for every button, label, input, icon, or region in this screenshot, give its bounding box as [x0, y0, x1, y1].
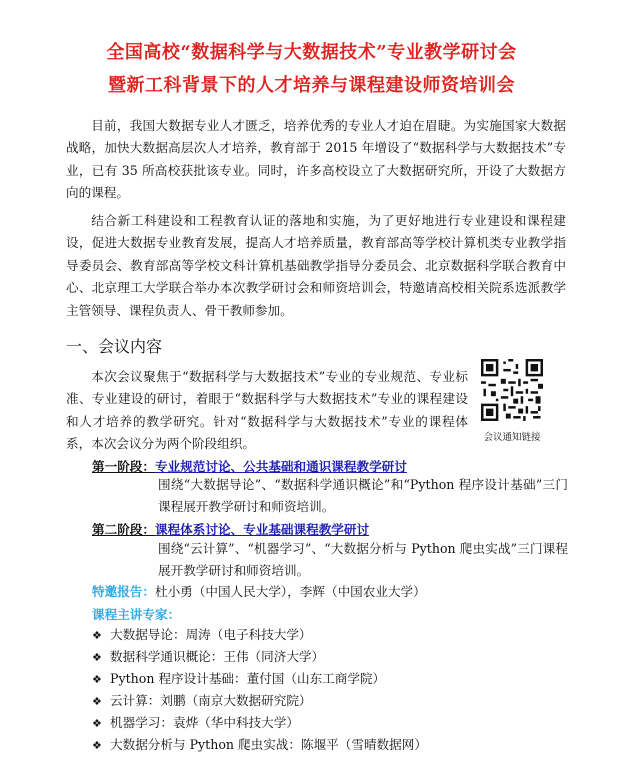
list-item: [92, 734, 427, 756]
phase-2-title: 课程体系讨论、专业基础课程教学研讨: [154, 522, 370, 537]
special-report: [92, 581, 426, 600]
phase-2-label: 第二阶段：: [92, 522, 155, 537]
experts-label: 课程主讲专家：: [92, 607, 181, 622]
phase-1-heading: [92, 456, 407, 475]
diamond-bullet-icon: ❖: [92, 739, 102, 752]
intro-paragraph-2: 结合新工科建设和工程教育认证的落地和实施，为了更好地进行专业建设和课程建设，促进大数据专业教育发展，提高人才培养质量，教育部高等学校计算机类专业教学指导委员会、教育部高等学校文科计算机基础教学指导分委员会、北京数据科学联合教育中心、北京理工大学联合举办本次教学研讨会和师资培训会，特邀请高校相关院系选派教学主管领导、课程负责人、骨干教师参加。: [66, 213, 566, 318]
qr-code-image[interactable]: [481, 359, 543, 421]
list-item: [92, 624, 427, 646]
section-heading-meeting-content: 一、会议内容: [66, 337, 163, 356]
diamond-bullet-icon: ❖: [92, 673, 102, 686]
diamond-bullet-icon: ❖: [92, 651, 102, 664]
phase-2-heading: [92, 519, 369, 538]
intro-paragraph-1: 目前，我国大数据专业人才匮乏，培养优秀的专业人才迫在眉睫。为实施国家大数据战略，加快大数据高层次人才培养，教育部于 2015 年增设了“数据科学与大数据技术”专业，已有 35 所高校获批该专业。同时，许多高校设立了大数据研究所，开设了大数据方向的课程。: [66, 118, 566, 201]
expert-entry: Python 程序设计基础：董付国（山东工商学院）: [110, 671, 386, 686]
document-title-line-1: 全国高校“数据科学与大数据技术”专业教学研讨会: [106, 42, 517, 63]
diamond-bullet-icon: ❖: [92, 717, 102, 730]
phase-1-title: 专业规范讨论、公共基础和通识课程教学研讨: [154, 459, 407, 474]
document-title-line-2: 暨新工科背景下的人才培养与课程建设师资培训会: [108, 75, 515, 96]
phase-1-label: 第一阶段：: [92, 459, 155, 474]
expert-entry: 云计算：刘鹏（南京大数据研究院）: [110, 693, 312, 708]
diamond-bullet-icon: ❖: [92, 695, 102, 708]
qr-code-caption: 会议通知链接: [483, 432, 541, 443]
list-item: [92, 690, 427, 712]
expert-entry: 机器学习：袁烨（华中科技大学）: [110, 715, 299, 730]
expert-entry: 大数据分析与 Python 爬虫实战：陈堰平（雪晴数据网）: [110, 737, 427, 752]
phase-1-description: 围绕“大数据导论”、“数据科学通识概论”和“Python 程序设计基础”三门课程展开教学研讨和师资培训。: [158, 477, 568, 515]
phase-2-description: 围绕“云计算”、“机器学习”、“大数据分析与 Python 爬虫实战”三门课程展开教学研讨和师资培训。: [158, 541, 568, 579]
diamond-bullet-icon: ❖: [92, 629, 102, 642]
expert-entry: 数据科学通识概论：王伟（同济大学）: [110, 649, 325, 664]
list-item: [92, 646, 427, 668]
list-item: [92, 712, 427, 734]
list-item: [92, 668, 427, 690]
special-report-speakers: 杜小勇（中国人民大学），李辉（中国农业大学）: [154, 584, 426, 599]
expert-list: [92, 624, 427, 756]
special-report-label: 特邀报告：: [92, 584, 155, 599]
expert-entry: 大数据导论：周涛（电子科技大学）: [110, 627, 312, 642]
section-intro-paragraph: 本次会议聚焦于“数据科学与大数据技术”专业的专业规范、专业标准、专业建设的研讨，着眼于“数据科学与大数据技术”专业的课程建设和人才培养的教学研究。针对“数据科学与大数据技术”专业的课程体系，本次会议分为两个阶段组织。: [66, 369, 468, 452]
